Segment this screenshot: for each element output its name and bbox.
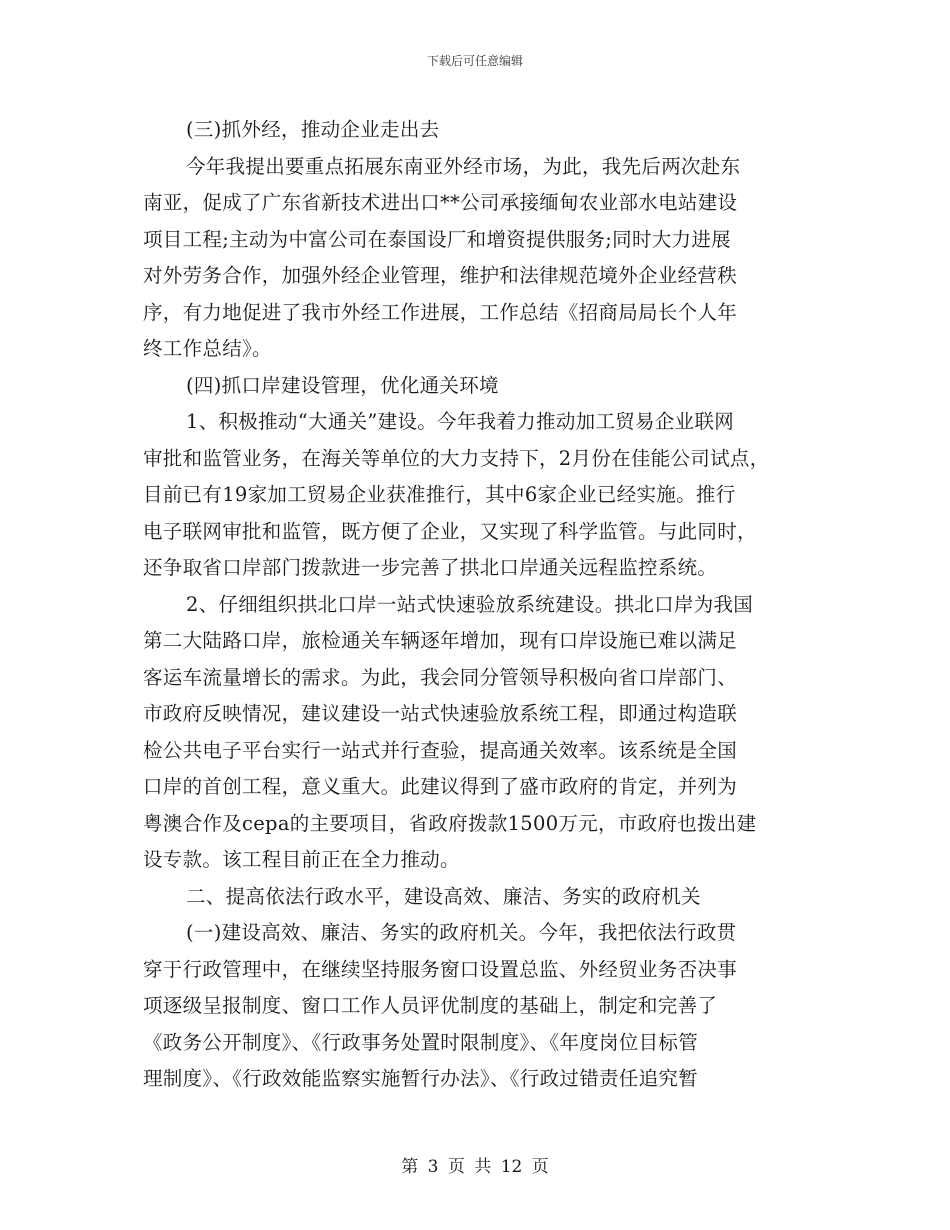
paragraph-line: (一)建设高效、廉洁、务实的政府机关。今年，我把依法行政贯 — [186, 921, 737, 944]
paragraph-line: 设专款。该工程目前正在全力推动。 — [143, 848, 460, 871]
paragraph-line: 口岸的首创工程，意义重大。此建议得到了盛市政府的肯定，并列为 — [143, 775, 738, 798]
page-number-footer: 第 3 页 共 12 页 — [401, 1157, 549, 1177]
paragraph-line: 理制度》、《行政效能监察实施暂行办法》、《行政过错责任追究暂 — [143, 1067, 699, 1090]
paragraph-line: 对外劳务合作，加强外经企业管理，维护和法律规范境外企业经营秩 — [143, 264, 738, 287]
paragraph-line: 《政务公开制度》、《行政事务处置时限制度》、《年度岗位目标管 — [143, 1030, 699, 1054]
paragraph-line: 电子联网审批和监管，既方便了企业，又实现了科学监管。与此同时， — [143, 519, 757, 543]
paragraph-line: 还争取省口岸部门拨款进一步完善了拱北口岸通关远程监控系统。 — [143, 556, 718, 579]
document-body — [143, 112, 803, 1098]
paragraph-line: 审批和监管业务，在海关等单位的大力支持下，2月份在佳能公司试点， — [143, 446, 770, 470]
section-heading: (四)抓口岸建设管理，优化通关环境 — [186, 373, 499, 397]
paragraph-line: 检公共电子平台实行一站式并行查验，提高通关效率。该系统是全国 — [143, 738, 738, 762]
paragraph-line: 项目工程;主动为中富公司在泰国设厂和增资提供服务;同时大力进展 — [143, 227, 731, 251]
paragraph-line: 南亚，促成了广东省新技术进出口**公司承接缅甸农业部水电站建设 — [143, 191, 738, 214]
paragraph-line: 目前已有19家加工贸易企业获准推行，其中6家企业已经实施。推行 — [143, 483, 736, 506]
paragraph-line: 市政府反映情况，建议建设一站式快速验放系统工程，即通过构造联 — [143, 702, 738, 725]
section-heading: 二、提高依法行政水平，建设高效、廉洁、务实的政府机关 — [186, 884, 701, 908]
paragraph-line: 终工作总结》。 — [143, 337, 272, 360]
paragraph-line: 穿于行政管理中，在继续坚持服务窗口设置总监、外经贸业务否决事 — [143, 957, 738, 981]
page-header: 下载后可任意编辑 — [426, 54, 523, 68]
paragraph-line: 1、积极推动“大通关”建设。今年我着力推动加工贸易企业联网 — [186, 410, 735, 433]
paragraph-line: 今年我提出要重点拓展东南亚外经市场，为此，我先后两次赴东 — [186, 154, 741, 178]
section-heading: (三)抓外经，推动企业走出去 — [186, 118, 440, 141]
paragraph-line: 序，有力地促进了我市外经工作进展，工作总结《招商局局长个人年 — [143, 300, 738, 324]
paragraph-line: 项逐级呈报制度、窗口工作人员评优制度的基础上，制定和完善了 — [143, 994, 718, 1017]
paragraph-line: 客运车流量增长的需求。为此，我会同分管领导积极向省口岸部门、 — [143, 665, 738, 689]
paragraph-line: 2、仔细组织拱北口岸一站式快速验放系统建设。拱北口岸为我国 — [186, 592, 754, 616]
paragraph-line: 粤澳合作及cepa的主要项目，省政府拨款1500万元，市政府也拨出建 — [143, 811, 757, 835]
paragraph-line: 第二大陆路口岸，旅检通关车辆逐年增加，现有口岸设施已难以满足 — [143, 629, 738, 652]
